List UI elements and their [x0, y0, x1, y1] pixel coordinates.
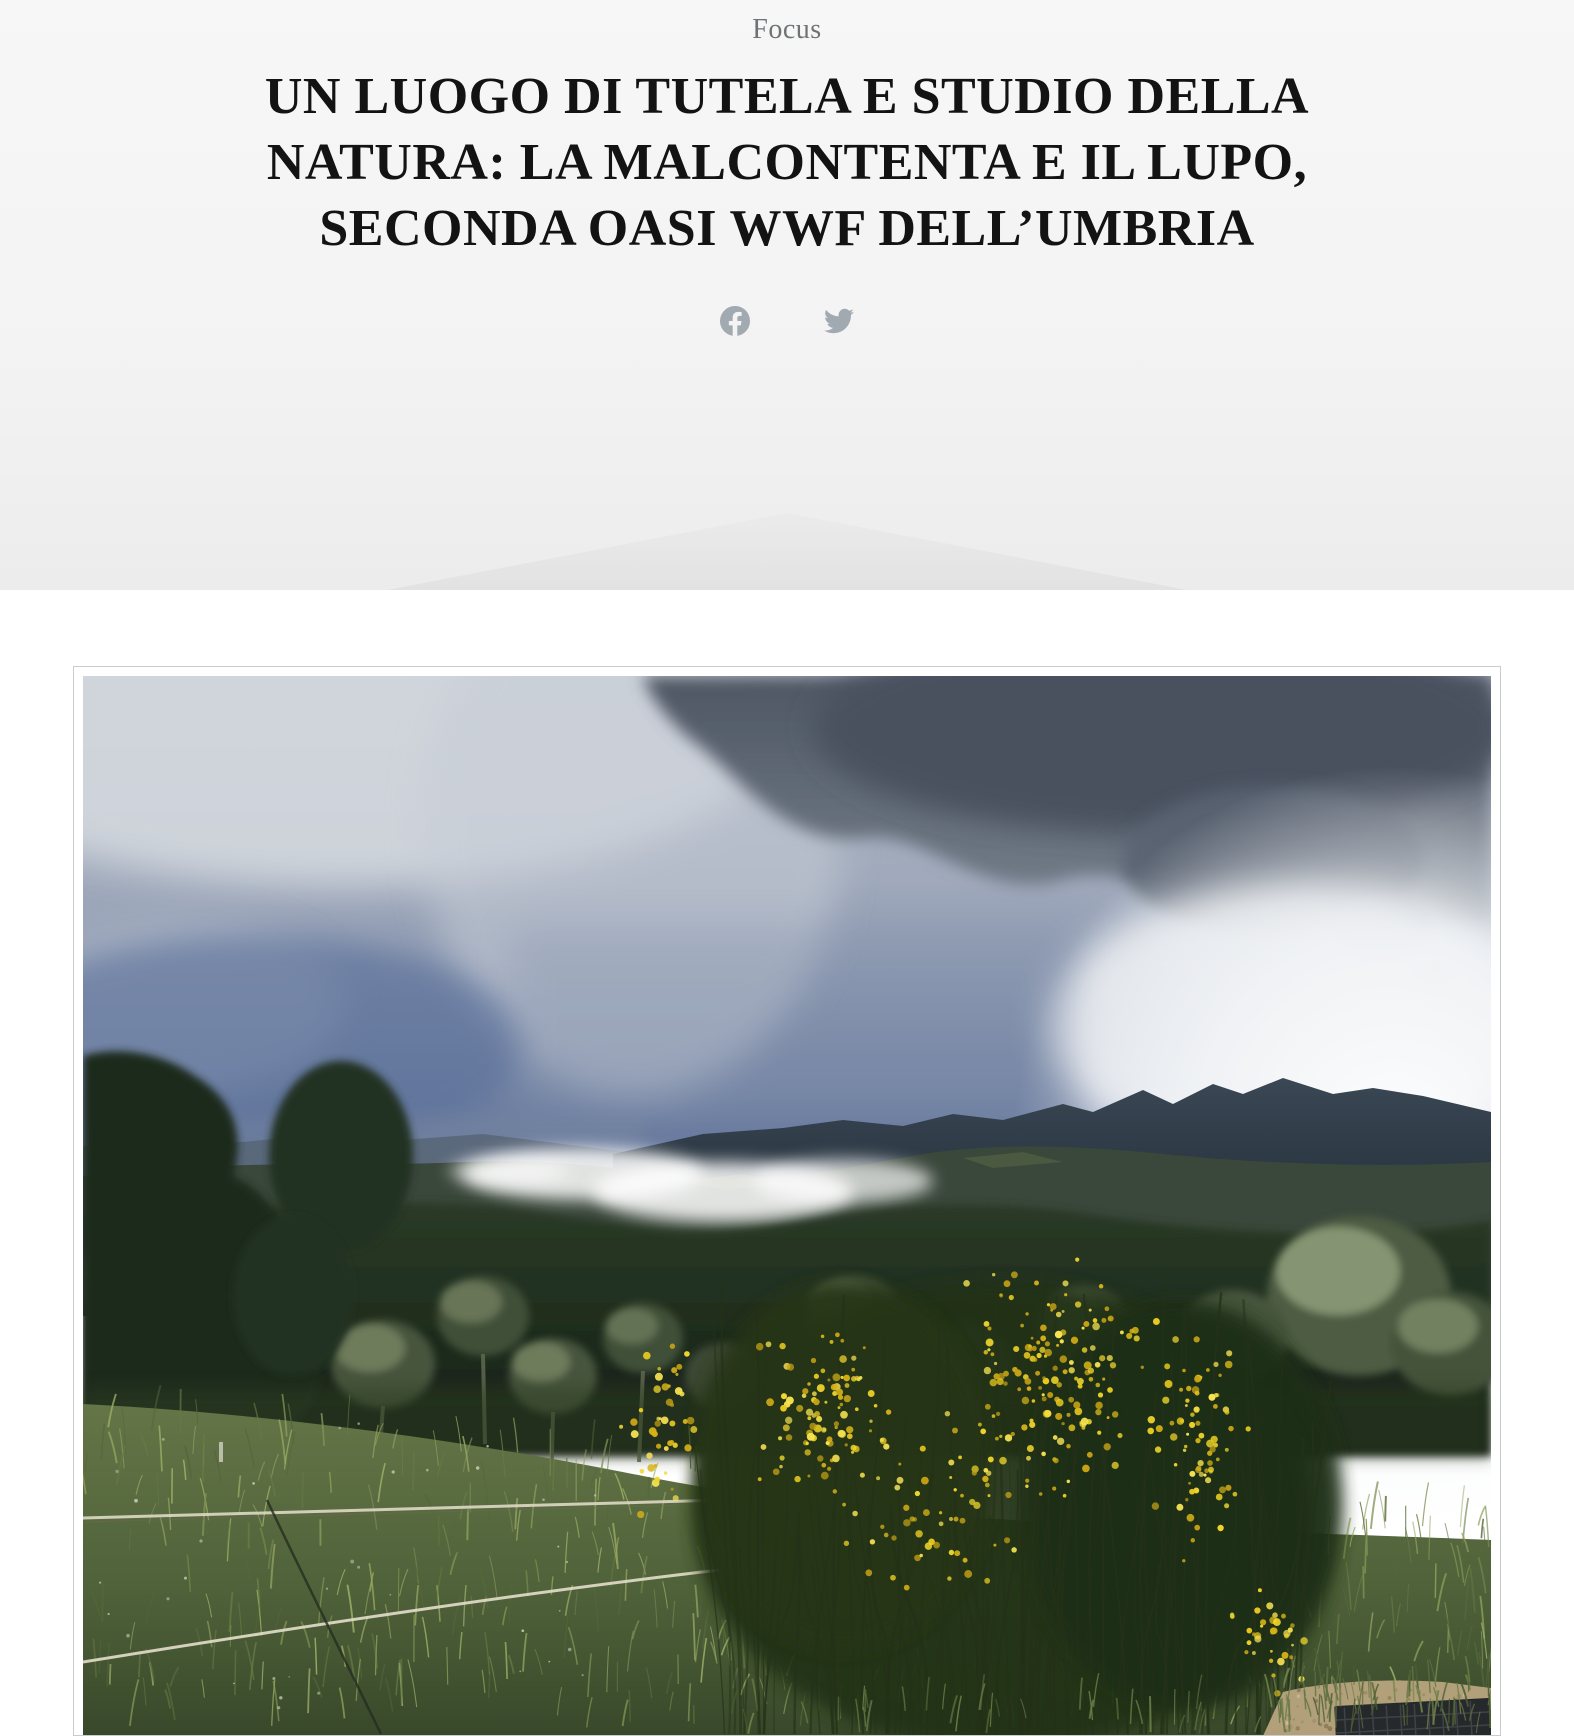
article-figure — [73, 666, 1501, 1736]
twitter-share-button[interactable] — [824, 306, 854, 336]
title-line-1: UN LUOGO DI TUTELA E STUDIO DELLA — [264, 68, 1310, 125]
title-line-2: NATURA: LA MALCONTENTA E IL LUPO, — [266, 134, 1308, 191]
article-header — [0, 0, 1574, 590]
twitter-bird-icon — [824, 306, 854, 336]
article-title — [187, 64, 1387, 262]
title-line-3: SECONDA OASI WWF DELL’UMBRIA — [319, 200, 1255, 257]
category-label: Focus — [752, 14, 822, 45]
article-photo — [83, 676, 1491, 1736]
facebook-circle-icon — [720, 306, 750, 336]
share-row — [0, 306, 1574, 336]
header-chevron-decoration — [387, 513, 1187, 590]
facebook-share-button[interactable] — [720, 306, 750, 336]
